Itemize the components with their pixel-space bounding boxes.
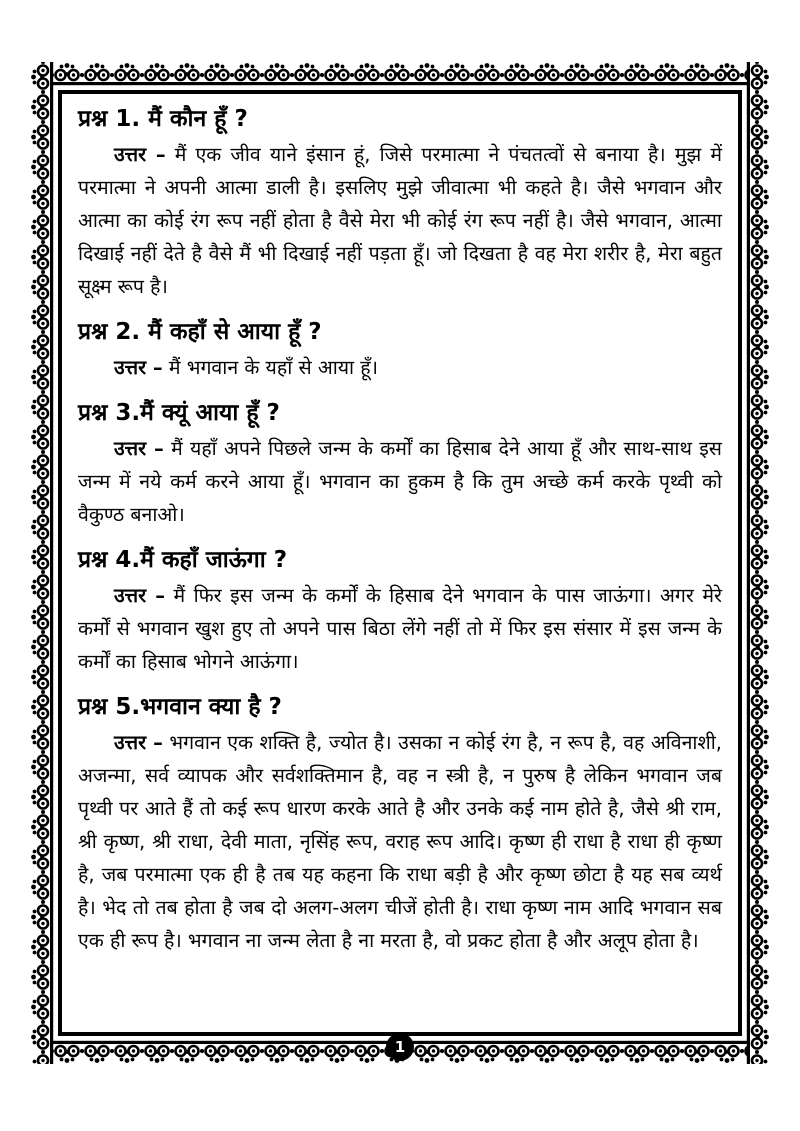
question-4-heading: प्रश्न 4.मैं कहाँ जाऊंगा ? [78,547,288,573]
ornament-border-left-icon [30,62,54,1064]
answer-5-paragraph [78,726,722,957]
decorative-frame [30,62,770,1064]
answer-5-label: उत्तर – [114,731,163,754]
answer-2-paragraph [78,351,722,384]
answer-1-text: मैं एक जीव याने इंसान हूं, जिसे परमात्मा ने पंचतत्वों से बनाया है। मुझ में परमात्मा ने अपनी आत्मा डाली है। इसलिए मुझे जीवात्मा भी कहते है। जैसे भगवान और आत्मा का कोई रंग रूप नहीं होता है वैसे मेरा भी कोई रंग रूप नहीं है। जैसे भगवान, आत्मा दिखाई नहीं देते है वैसे मैं भी दिखाई नहीं पड़ता हूँ। जो दिखता है वह मेरा शरीर है, मेरा बहुत सूक्ष्म रूप है। [78,143,722,298]
content-box [58,90,742,1036]
answer-3-paragraph [78,432,722,531]
page-number: 1 [394,1038,406,1056]
page-number-badge [386,1033,414,1061]
question-2-heading: प्रश्न 2. मैं कहाँ से आया हूँ ? [78,319,322,345]
answer-1-label: उत्तर – [114,143,166,166]
answer-4-label: उत्तर – [114,584,165,607]
answer-3-text: मैं यहाँ अपने पिछले जन्म के कर्मों का हिसाब देने आया हूँ और साथ-साथ इस जन्म में नये कर्म करने आया हूँ। भगवान का हुकम है कि तुम अच्छे कर्म करके पृथ्वी को वैकुण्ठ बनाओ। [78,437,722,526]
answer-5-text: भगवान एक शक्ति है, ज्योत है। उसका न कोई रंग है, न रूप है, वह अविनाशी, अजन्मा, सर्व व्यापक और सर्वशक्तिमान है, वह न स्त्री है, न पुरुष है लेकिन भगवान जब पृथ्वी पर आते हैं तो कई रूप धारण करके आते है और उनके कई नाम होते है, जैसे श्री राम, श्री कृष्ण, श्री राधा, देवी माता, नृसिंह रूप, वराह रूप आदि। कृष्ण ही राधा है राधा ही कृष्ण है, जब परमात्मा एक ही है तब यह कहना कि राधा बड़ी है और कृष्ण छोटा है यह सब व्यर्थ है। भेद तो तब होता है जब दो अलग-अलग चीजें होती है। राधा कृष्ण नाम आदि भगवान सब एक ही रूप है। भगवान ना जन्म लेता है ना मरता है, वो प्रकट होता है और अलूप होता है। [78,731,722,952]
answer-4-paragraph [78,579,722,678]
question-5-heading: प्रश्न 5.भगवान क्या है ? [78,694,282,720]
ornament-border-top-icon [52,62,748,86]
answer-2-label: उत्तर – [114,356,163,379]
question-1-heading: प्रश्न 1. मैं कौन हूँ ? [78,106,248,132]
answer-1-paragraph [78,138,722,303]
ornament-border-right-icon [746,62,770,1064]
answer-2-text: मैं भगवान के यहाँ से आया हूँ। [168,356,379,379]
answer-3-label: उत्तर – [114,437,164,460]
answer-4-text: मैं फिर इस जन्म के कर्मों के हिसाब देने भगवान के पास जाऊंगा। अगर मेरे कर्मों से भगवान खुश हुए तो अपने पास बिठा लेंगे नहीं तो में फिर इस संसार में इस जन्म के कर्मों का हिसाब भोगने आऊंगा। [78,584,722,673]
question-3-heading: प्रश्न 3.मैं क्यूं आया हूँ ? [78,400,280,426]
